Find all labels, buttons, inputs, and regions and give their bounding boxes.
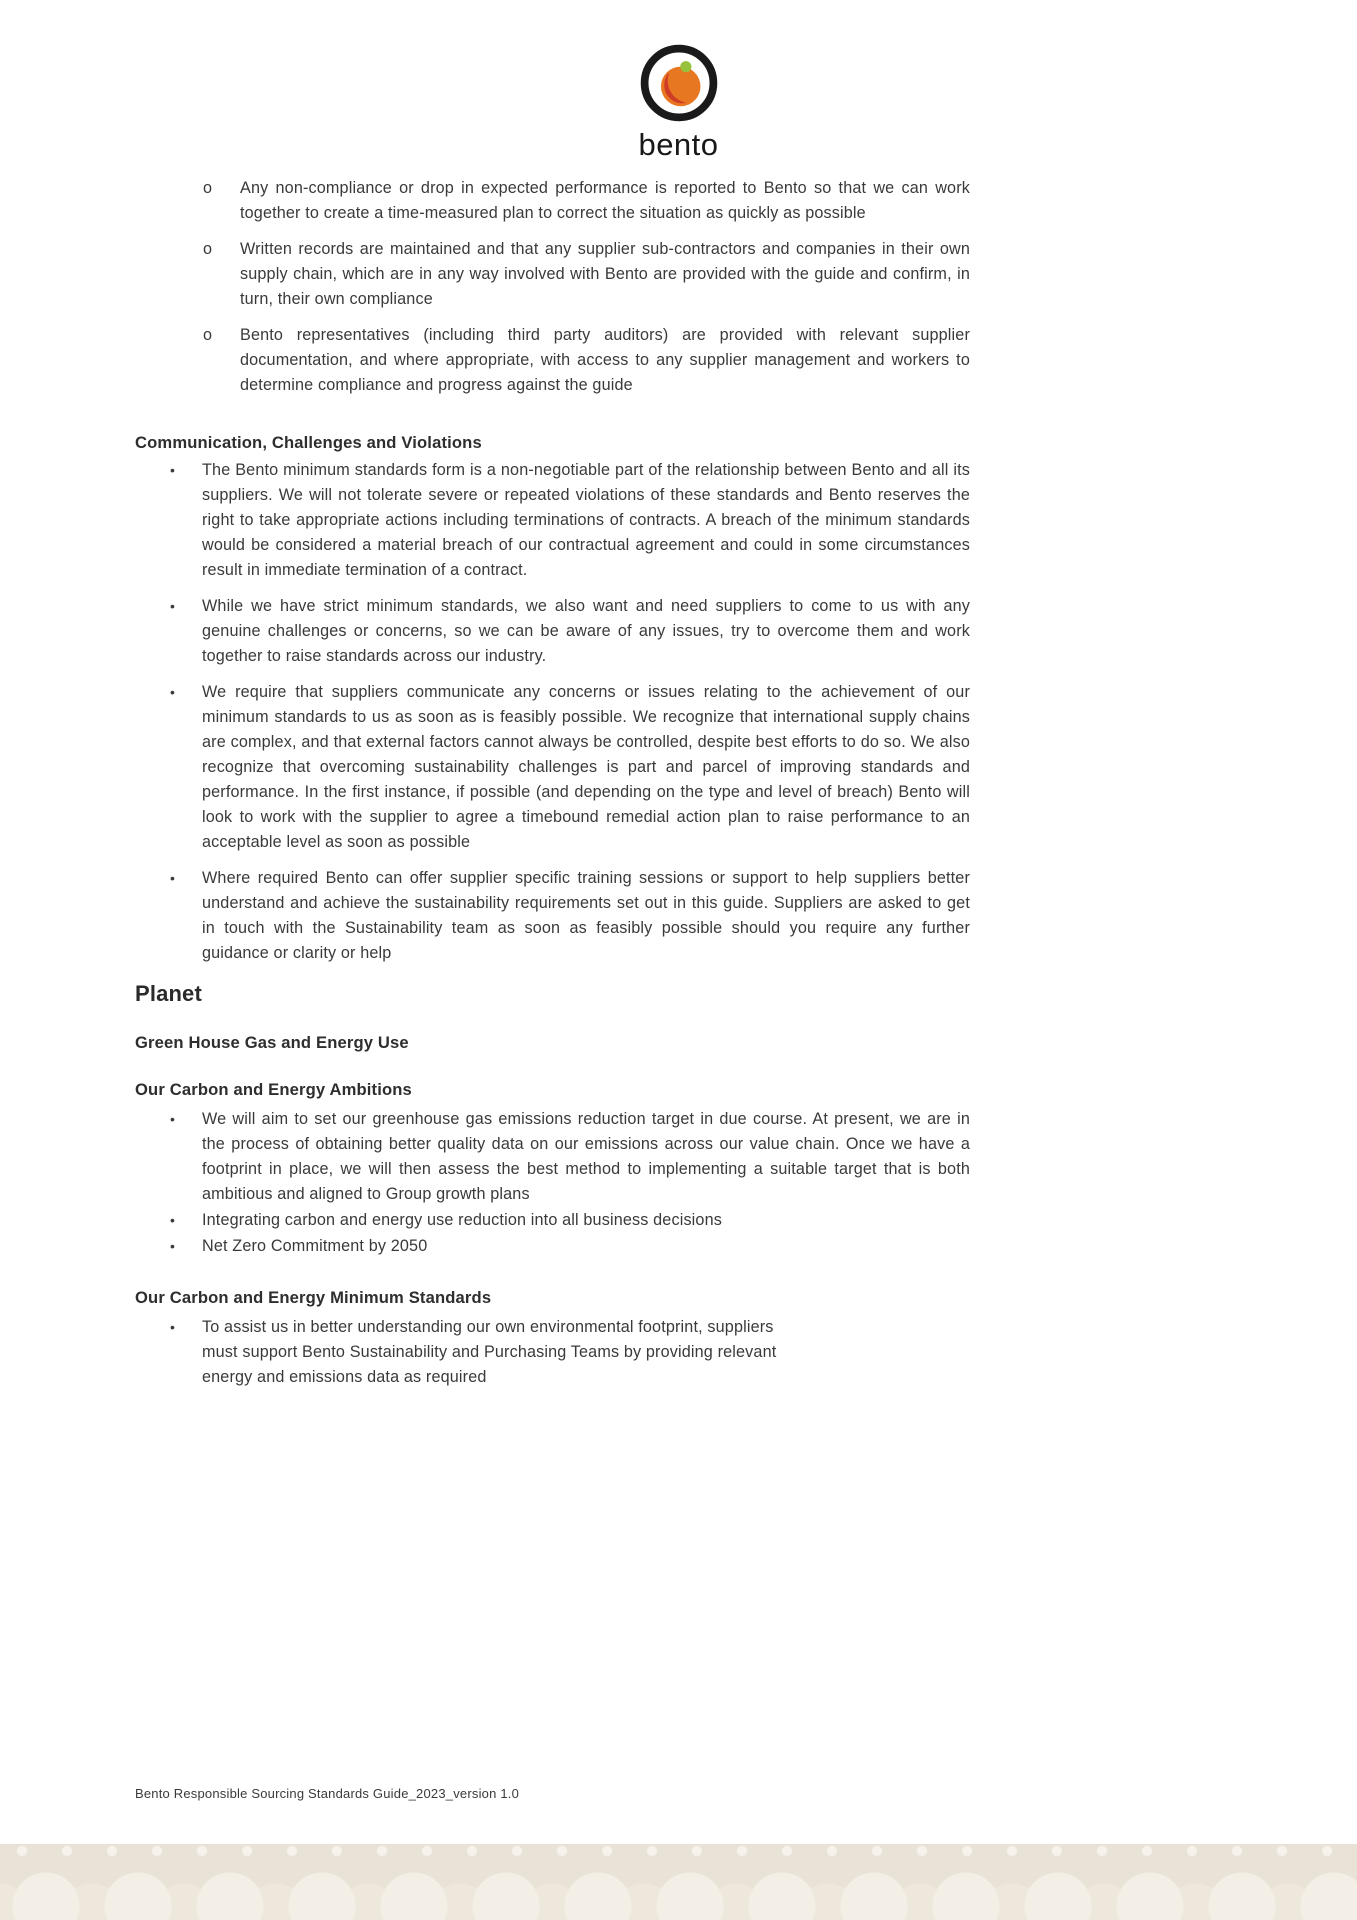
carbon-standards-list <box>135 1315 970 1390</box>
decorative-border-pattern <box>0 1844 1357 1920</box>
circle-bullet-marker: o <box>203 179 213 197</box>
list-item <box>135 594 970 669</box>
list-item-text: Where required Bento can offer supplier specific training sessions or support to help suppliers better understand and achieve the sustainability requirements set out in this guide. Suppliers are asked to get in touch with the Sustainability team as soon as feasibly possible should you require any further guidance or clarity or help <box>202 869 970 962</box>
communication-section-heading: Communication, Challenges and Violations <box>135 433 482 452</box>
list-item <box>135 1234 970 1259</box>
list-item-text: Written records are maintained and that any supplier sub-contractors and companies in their own supply chain, which are in any way involved with Bento are provided with the guide and confirm, in turn, their own compliance <box>240 240 970 308</box>
bullet-marker: • <box>170 684 176 700</box>
footer-document-reference: Bento Responsible Sourcing Standards Guide_2023_version 1.0 <box>135 1786 519 1801</box>
bullet-marker: • <box>170 1319 176 1335</box>
list-item <box>135 458 970 583</box>
bullet-marker: • <box>170 598 176 614</box>
circle-bullet-marker: o <box>203 326 213 344</box>
list-item-text: Net Zero Commitment by 2050 <box>202 1237 428 1255</box>
bullet-marker: • <box>170 462 176 478</box>
ghg-section-heading: Green House Gas and Energy Use <box>135 1033 409 1052</box>
brand-logo <box>0 40 1357 163</box>
bento-logo-icon <box>636 40 722 126</box>
bullet-marker: • <box>170 1238 176 1254</box>
list-item <box>135 1107 970 1207</box>
list-item <box>135 176 970 226</box>
compliance-sub-list <box>135 176 970 398</box>
bullet-marker: • <box>170 1212 176 1228</box>
list-item <box>135 237 970 312</box>
list-item-text: To assist us in better understanding our own environmental footprint, suppliers must support Bento Sustainability and Purchasing Teams by providing relevant energy and emissions data as required <box>202 1318 777 1386</box>
logo-leaf-green <box>680 61 691 72</box>
list-item-text: We will aim to set our greenhouse gas emissions reduction target in due course. At present, we are in the process of obtaining better quality data on our emissions across our value chain. Once we have a footprint in place, we will then assess the best method to implementing a suitable target that is both ambitious and aligned to Group growth plans <box>202 1110 970 1203</box>
circle-bullet-marker: o <box>203 240 213 258</box>
bullet-marker: • <box>170 870 176 886</box>
list-item-text: While we have strict minimum standards, we also want and need suppliers to come to us with any genuine challenges or concerns, so we can be aware of any issues, try to overcome them and work together to raise standards across our industry. <box>202 597 970 665</box>
communication-section <box>135 430 970 966</box>
document-content <box>135 176 970 1401</box>
list-item <box>135 866 970 966</box>
list-item <box>135 680 970 855</box>
list-item <box>135 323 970 398</box>
carbon-standards-heading: Our Carbon and Energy Minimum Standards <box>135 1288 492 1307</box>
planet-title: Planet <box>135 981 202 1006</box>
list-item-text: Bento representatives (including third party auditors) are provided with relevant supplier documentation, and where appropriate, with access to any supplier management and workers to determine compliance and progress against the guide <box>240 326 970 394</box>
list-item-text: Integrating carbon and energy use reduction into all business decisions <box>202 1211 722 1229</box>
bullet-marker: • <box>170 1111 176 1127</box>
list-item-text: The Bento minimum standards form is a non-negotiable part of the relationship between Bento and all its suppliers. We will not tolerate severe or repeated violations of these standards and Bento reserves the right to take appropriate actions including terminations of contracts. A breach of the minimum standards would be considered a material breach of our contractual agreement and could in some circumstances result in immediate termination of a contract. <box>202 461 970 579</box>
list-item-text: Any non-compliance or drop in expected performance is reported to Bento so that we can work together to create a time-measured plan to correct the situation as quickly as possible <box>240 179 970 222</box>
list-item <box>135 1208 970 1233</box>
list-item-text: We require that suppliers communicate any concerns or issues relating to the achievement of our minimum standards to us as soon as is feasibly possible. We recognize that international supply chains are complex, and that external factors cannot always be controlled, despite best efforts to do so. We also recognize that overcoming sustainability challenges is part and parcel of improving standards and performance. In the first instance, if possible (and depending on the type and level of breach) Bento will look to work with the supplier to agree a timebound remedial action plan to raise performance to an acceptable level as soon as possible <box>202 683 970 851</box>
list-item <box>135 1315 970 1390</box>
carbon-ambitions-heading: Our Carbon and Energy Ambitions <box>135 1080 412 1099</box>
planet-section <box>135 980 970 1390</box>
brand-wordmark: bento <box>638 127 719 162</box>
carbon-ambitions-list <box>135 1107 970 1259</box>
